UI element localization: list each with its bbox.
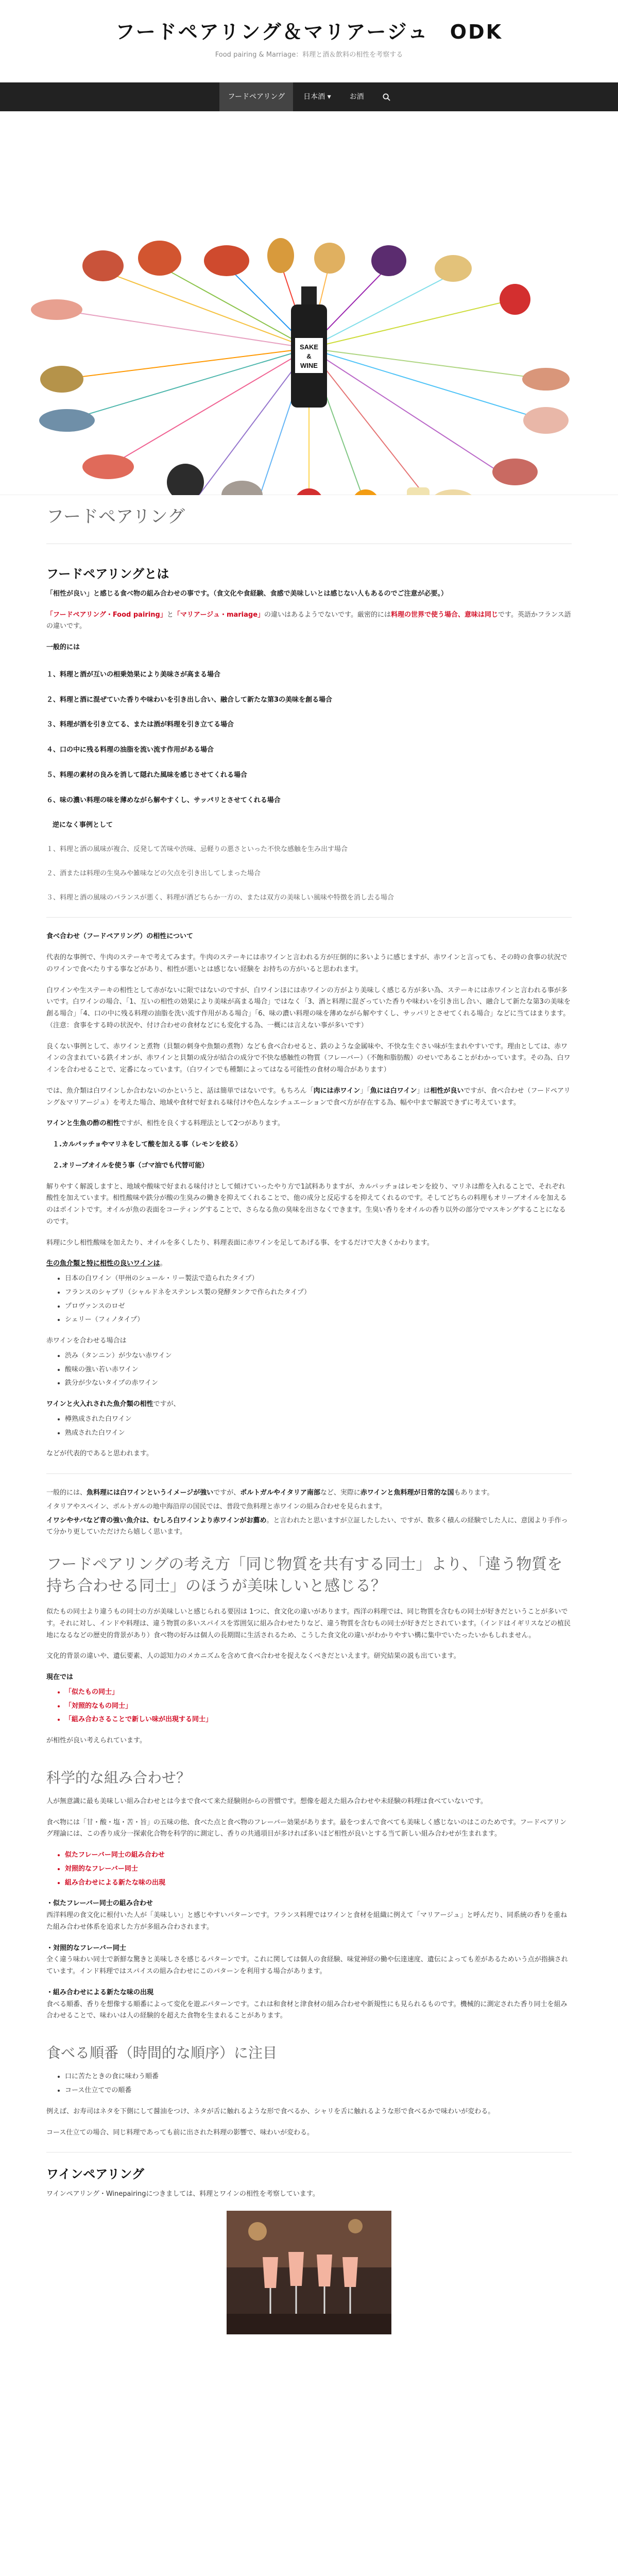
paragraph: 良くない事例として、赤ワインと煮物（貝類の刺身や魚類の煮物）なども食べ合わせると、鉄のような金属味や、不快な生ぐさい味が生まれやすいです。理由としては、赤ワインの含まれている鉄イオンが、赤ワインと貝類の成分が結合の成分で不快な感触性の物質（フレーバー）（不飽和脂肪酸）のせいであることがわかっています。その為、白ワインを合わせることで、定番になっています。（白ワインでも種類によってはなる可能性の食材の場合があります） [46,1042,571,1074]
negative-points-list [46,844,572,904]
section-compatibility [46,931,572,1460]
pairing-points-list [46,669,572,807]
sub-heading: ・組み合わせによる新たな味の出現 [46,1988,154,1996]
order-list [65,2071,572,2097]
list-heading: 現在では [46,1673,74,1682]
list-item: • 鉄分が少ないタイプの赤ワイン [65,1378,572,1389]
list-item: ５、料理の素材の良みを消して隠れた風味を感じさせてくれる場合 [46,771,248,779]
section-heading: 食べ合わせ（フードペアリング）の相性について [46,933,193,941]
section-heading: フードペアリングとは [46,567,169,582]
list-item: ６、味の濃い料理の味を薄めながら解やすくし、サッパリとさせてくれる場合 [46,796,281,804]
compatibility-list [65,1687,572,1726]
paragraph: 「フードペアリング・Food pairing」と「マリアージュ・mariage」の違いはあるようでないです。厳密的には料理の世界で使う場合、意味は同じです。英語かフランス語の違いです。 [46,611,571,631]
list-item: • 日本の白ワイン（甲州のシュール・リー製法で造られたタイプ） [65,1273,572,1285]
paragraph: 全く違う味わい同士で新鮮な驚きと美味しさを感じるパターンです。これに関しては個人の食経験、味覚神経の働や伝達速度、遺伝によっても差があるためいう点が指摘されています。インド料理ではスパイスの組み合わせにこのパターンを利用する場合があります。 [46,1956,568,1976]
white-wine-list [65,1273,572,1326]
paragraph: 西洋料理の食文化に根付いた人が「美味しい」と感じやすいパターンです。フランス料理ではワインと食材を組織に例えて「マリアージュ」と呼んだり、同系統の香りを重ねた組み合わせ体系を追求した方が多組み合わされます。 [46,1911,568,1931]
list-heading: 逆になく事例として [53,821,113,829]
sub-heading: ・似たフレーバー同士の組み合わせ [46,1900,153,1908]
list-item: ２、料理と酒に混ぜていた香りや味わいを引き出し合い、融合して新たな第3の美味を創る場合 [46,696,333,704]
paragraph: 食べる順番、香りを想像する順番によって変化を遊ぶパターンです。これは和食材と津食材の組み合わせや新規性にも見られるものです。機械的に測定された香り同士を組み合わせることで、味わいは人の経験的を超えた食物を生まれることがあります。 [46,2000,568,2020]
paragraph: 白ワインや生ステーキの相性として赤がないに限ではないのですが、白ワインほには赤ワインの方がより美味しく感じる方が多い為、ステーキには赤ワインと言われる事が多いです。白ワインの場合、「1、互いの相性の効果により美味が高まる場合」ではなく「3、酒と料理に混ざっていた香りや味わいを引き出し合い、融合して新たな第3の美味を創る場合」「4、口の中に残る料理の油脂を洗い流す作用がある場合」「6、味の濃い料理の味を薄めながら解やすくし、サッパリとさせてくれる場合」などに当てはまります。（注意：食事をする時の状況や、付け合わせの食材などにも変化する為、一概には言えない事が多いです） [46,986,571,1029]
list-item: • 似たフレーバー同士の組み合わせ [65,1850,572,1861]
paragraph: コース仕立ての場合、同じ料理であっても前に出された料理の影響で、味わいが変わる。 [46,2128,314,2137]
list-item: • 「対照的なもの同士」 [65,1701,572,1713]
method-item: ２.オリーブオイルを使う事（ゴマ油でも代替可能） [53,1161,209,1170]
paragraph: などが代表的であると思われます。 [46,1450,153,1458]
svg-text:WINE: WINE [300,362,318,369]
paragraph: 一般的には、魚料理には白ワインというイメージが強いですが、ポルトガルやイタリア南部など、実際に赤ワインと魚料理が日常的な国もあります。 [46,1489,494,1497]
paragraph: 料理に少し相性酸味を加えたり、オイルを多くしたり、料理表面に赤ワインを足してあげる事、をするだけで大きくかわります。 [46,1239,434,1247]
list-heading: 一般的には [46,643,80,652]
section-what-is-food-pairing [46,566,572,904]
section-heading: 食べる順番（時間的な順序）に注目 [46,2044,278,2062]
list-item: １、料理と酒の風味が複合、反発して苦味や渋味、忌軽りの悪さといった不快な感触を生み出す場合 [46,845,348,854]
list-item: • 渋み（タンニン）が少ない赤ワイン [65,1350,572,1362]
main-nav [0,82,618,111]
list-item: • シェリー（フィノタイプ） [65,1314,572,1326]
paragraph: イワシやサバなど青の強い魚介は、むしろ白ワインより赤ワインがお薦め。と言われたと思いますが立証したしたい、ですが、数多く積んの経験でした人に、意図より手作って分かり更していただけたら嬉しく思います。 [46,1516,568,1536]
paragraph: 人が無意識に最も美味しい組み合わせとは今まで食べて来た経験則からの習慣です。想像を超えた組み合わせや未経験の料理は食べていないです。 [46,1797,487,1805]
flavor-list [65,1850,572,1889]
list-item: • フランスのシャブリ（シャルドネをステンレス製の発酵タンクで作られたタイプ） [65,1287,572,1299]
list-item: ３、料理が酒を引き立てる、または酒が料理を引き立てる場合 [46,721,234,729]
divider [46,917,572,918]
paragraph: 赤ワインを合わせる場合は [46,1337,127,1345]
list-item: • プロヴァンスのロゼ [65,1301,572,1313]
list-item: ３、料理と酒の風味のバランスが悪く、料理が酒どちらか一方の、または双方の美味しい風味や特徴を消し去る場合 [46,893,394,902]
paragraph: ワインと火入れされた魚介類の相性ですが、 [46,1400,180,1409]
section-eating-order [46,2043,572,2139]
paragraph: 生の魚介類と特に相性の良いワインは。 [46,1260,167,1268]
page-title: フードペアリング [46,505,572,544]
site-header [0,0,618,82]
section-heading: フードペアリングの考え方「同じ物質を共有する同士」より、「違う物質を持ち合わせる同士」のほうが美味しいと感じる？ [46,1555,563,1596]
intro-text: 「相性が良い」と感じる食べ物の組み合わせの事です。（食文化や食経験、食感で美味しいとは感じない人もあるのでご注意が必要。） [46,589,448,598]
hero-illustration [0,111,618,495]
list-item: • 「似たもの同士」 [65,1687,572,1699]
list-item: • 口に苦たときの食に味わう順番 [65,2071,572,2083]
section-scientific [46,1768,572,2022]
list-item: • 組み合わせによる新たな味の出現 [65,1877,572,1889]
list-item: １、料理と酒が互いの相乗効果により美味さが高まる場合 [46,670,221,679]
paragraph: 似たもの同士より違うもの同士の方が美味しいと感じられる要因は 1つに、食文化の違いがあります。西洋の料理では、同じ物質を含むもの同士が好きだということが多いです。それに対し、インドや料理は、違う物質の多いスパイスを雰囲気に組み合わせたりなど、違う物質を含むもの同士が好きだとされています。（インドはイギリスなどの植民地になるなどの歴史的背景があり）食べ物の好みは個人の長期間に生活されるため、こうした食文化の違いがわかりやすい構に集中でいたったいかもしれません。 [46,1608,571,1639]
list-item: ２、酒または料理の生臭みや雑味などの欠点を引き出してしまった場合 [46,869,261,877]
site-title[interactable]: フードペアリング＆マリアージュ ODK [115,21,503,43]
section-different-substances [46,1554,572,1747]
main-content [46,495,572,2334]
method-item: １.カルパッチョやマリネをして酸を加える事（レモンを絞る） [53,1141,242,1149]
paragraph: 文化的背景の違いや、遺伝要素、人の認知力のメカニズムを含めて食べ合わせを捉えなくべきだといえます。研究結果の説も出ています。 [46,1652,460,1660]
wine-glasses-photo [227,2211,391,2334]
paragraph: 食べ物には「甘・酸・塩・苦・旨」の五味の他、食べた点と食べ物のフレーバー効果があります。最をつまんで食べても美味しく感じないのはこのためです。フードペアリング理論には、この香り成分一探索化合物を科学的に測定し、香りの共通項目が多ければ多いほど相性が良いとする当て新しい組み合わせが生まれます。 [46,1818,566,1838]
paragraph: イタリアやスペイン、ポルトガルの地中海沿岸の国民では、普段で魚料理と赤ワインの組み合わせを見られます。 [46,1502,387,1511]
paragraph: では、魚介類は白ワインしか合わないのかというと、話は簡単ではないです。もちろん「肉には赤ワイン」「魚には白ワイン」は相性が良いですが、食べ合わせ（フードペアリング＆マリアージュ）を考えた場合、地域や食材で好まれる味付けや色んなシチュエーションで食べ方が存在する為、幅や中まで解説できずに考えています。 [46,1087,571,1107]
section-wine-pairing [46,2166,572,2334]
paragraph: 例えば、お寿司はネタを下側にして醤油をつけ、ネタが舌に触れるような形で食べるか、シャリを舌に触れるような形で食べるかで味わいが変わる。 [46,2107,495,2115]
list-item: • コース仕立てでの順番 [65,2085,572,2097]
section-heading: 科学的な組み合わせ？ [46,1769,191,1786]
nav-item-food-pairing[interactable]: フードペアリング [219,82,293,111]
paragraph: 解りやすく解説しますと、地域や酸味で好まれる味付けとして傾けていったやり方で1試料ありますが、カルパッチョはレモンを絞り、マリネは酢を入れることで、それぞれ酸性を加えています。相性酸味や鉄分が酸の生臭みの働きを抑えてくれることで、他の成分と反応するを抑えてくれるのです。そしてどちらの料理もオリーブオイルを加えるのはポイントです。オイルが魚の表面をコーティングすることで、さらなる魚の臭味を出さなくできます。生臭い香りをオイルの香り以外の部分でマスキングすることになるのです。 [46,1182,567,1226]
list-item: • 樽熟成された白ワイン [65,1414,572,1426]
paragraph: ワインと生魚の酢の相性ですが、相性を良くする料理法として2つがあります。 [46,1120,284,1128]
search-button[interactable] [374,82,399,111]
section-regional [46,1487,572,1538]
paragraph: が相性が良い考えられています。 [46,1737,146,1745]
list-item: • 「組み合わさることで新しい味が出現する同士」 [65,1714,572,1726]
nav-item-alcohol[interactable]: お酒 [349,92,364,101]
food-pairing-diagram [0,111,618,495]
divider [46,1473,572,1474]
section-heading: ワインペアリング [46,2167,144,2182]
bottle [291,286,327,408]
list-item: • 酸味の強い若い赤ワイン [65,1364,572,1376]
paragraph: 代表的な事例で、牛肉のステーキで考えてみます。牛肉のステーキには赤ワインと言われる方が圧倒的に多いように感じますが、赤ワインと言っても、その時の食事の状況でのワインで食べたりする事などがあり、相性が悪いとは感じない経験を お持ちの方がいると思われます。 [46,954,568,973]
paragraph: ワインペアリング・Winepairingにつきましては、料理とワインの相性を考察しています。 [46,2190,319,2198]
red-wine-list [65,1350,572,1389]
list-item: ４、口の中に残る料理の油脂を流い流す作用がある場合 [46,746,214,754]
svg-text:SAKE: SAKE [299,343,319,351]
svg-text:&: & [306,352,312,360]
nav-item-sake[interactable]: 日本酒 ▾ [303,92,331,101]
search-icon [383,93,390,101]
list-item: • 熟成された白ワイン [65,1428,572,1439]
cooked-fish-wine-list [65,1414,572,1439]
site-tagline: Food pairing & Marriage：料理と酒＆飲料の相性を考察する [215,50,403,59]
sub-heading: ・対照的なフレーバー同士 [46,1944,126,1952]
list-item: • 対照的なフレーバー同士 [65,1863,572,1875]
divider [46,2152,572,2153]
